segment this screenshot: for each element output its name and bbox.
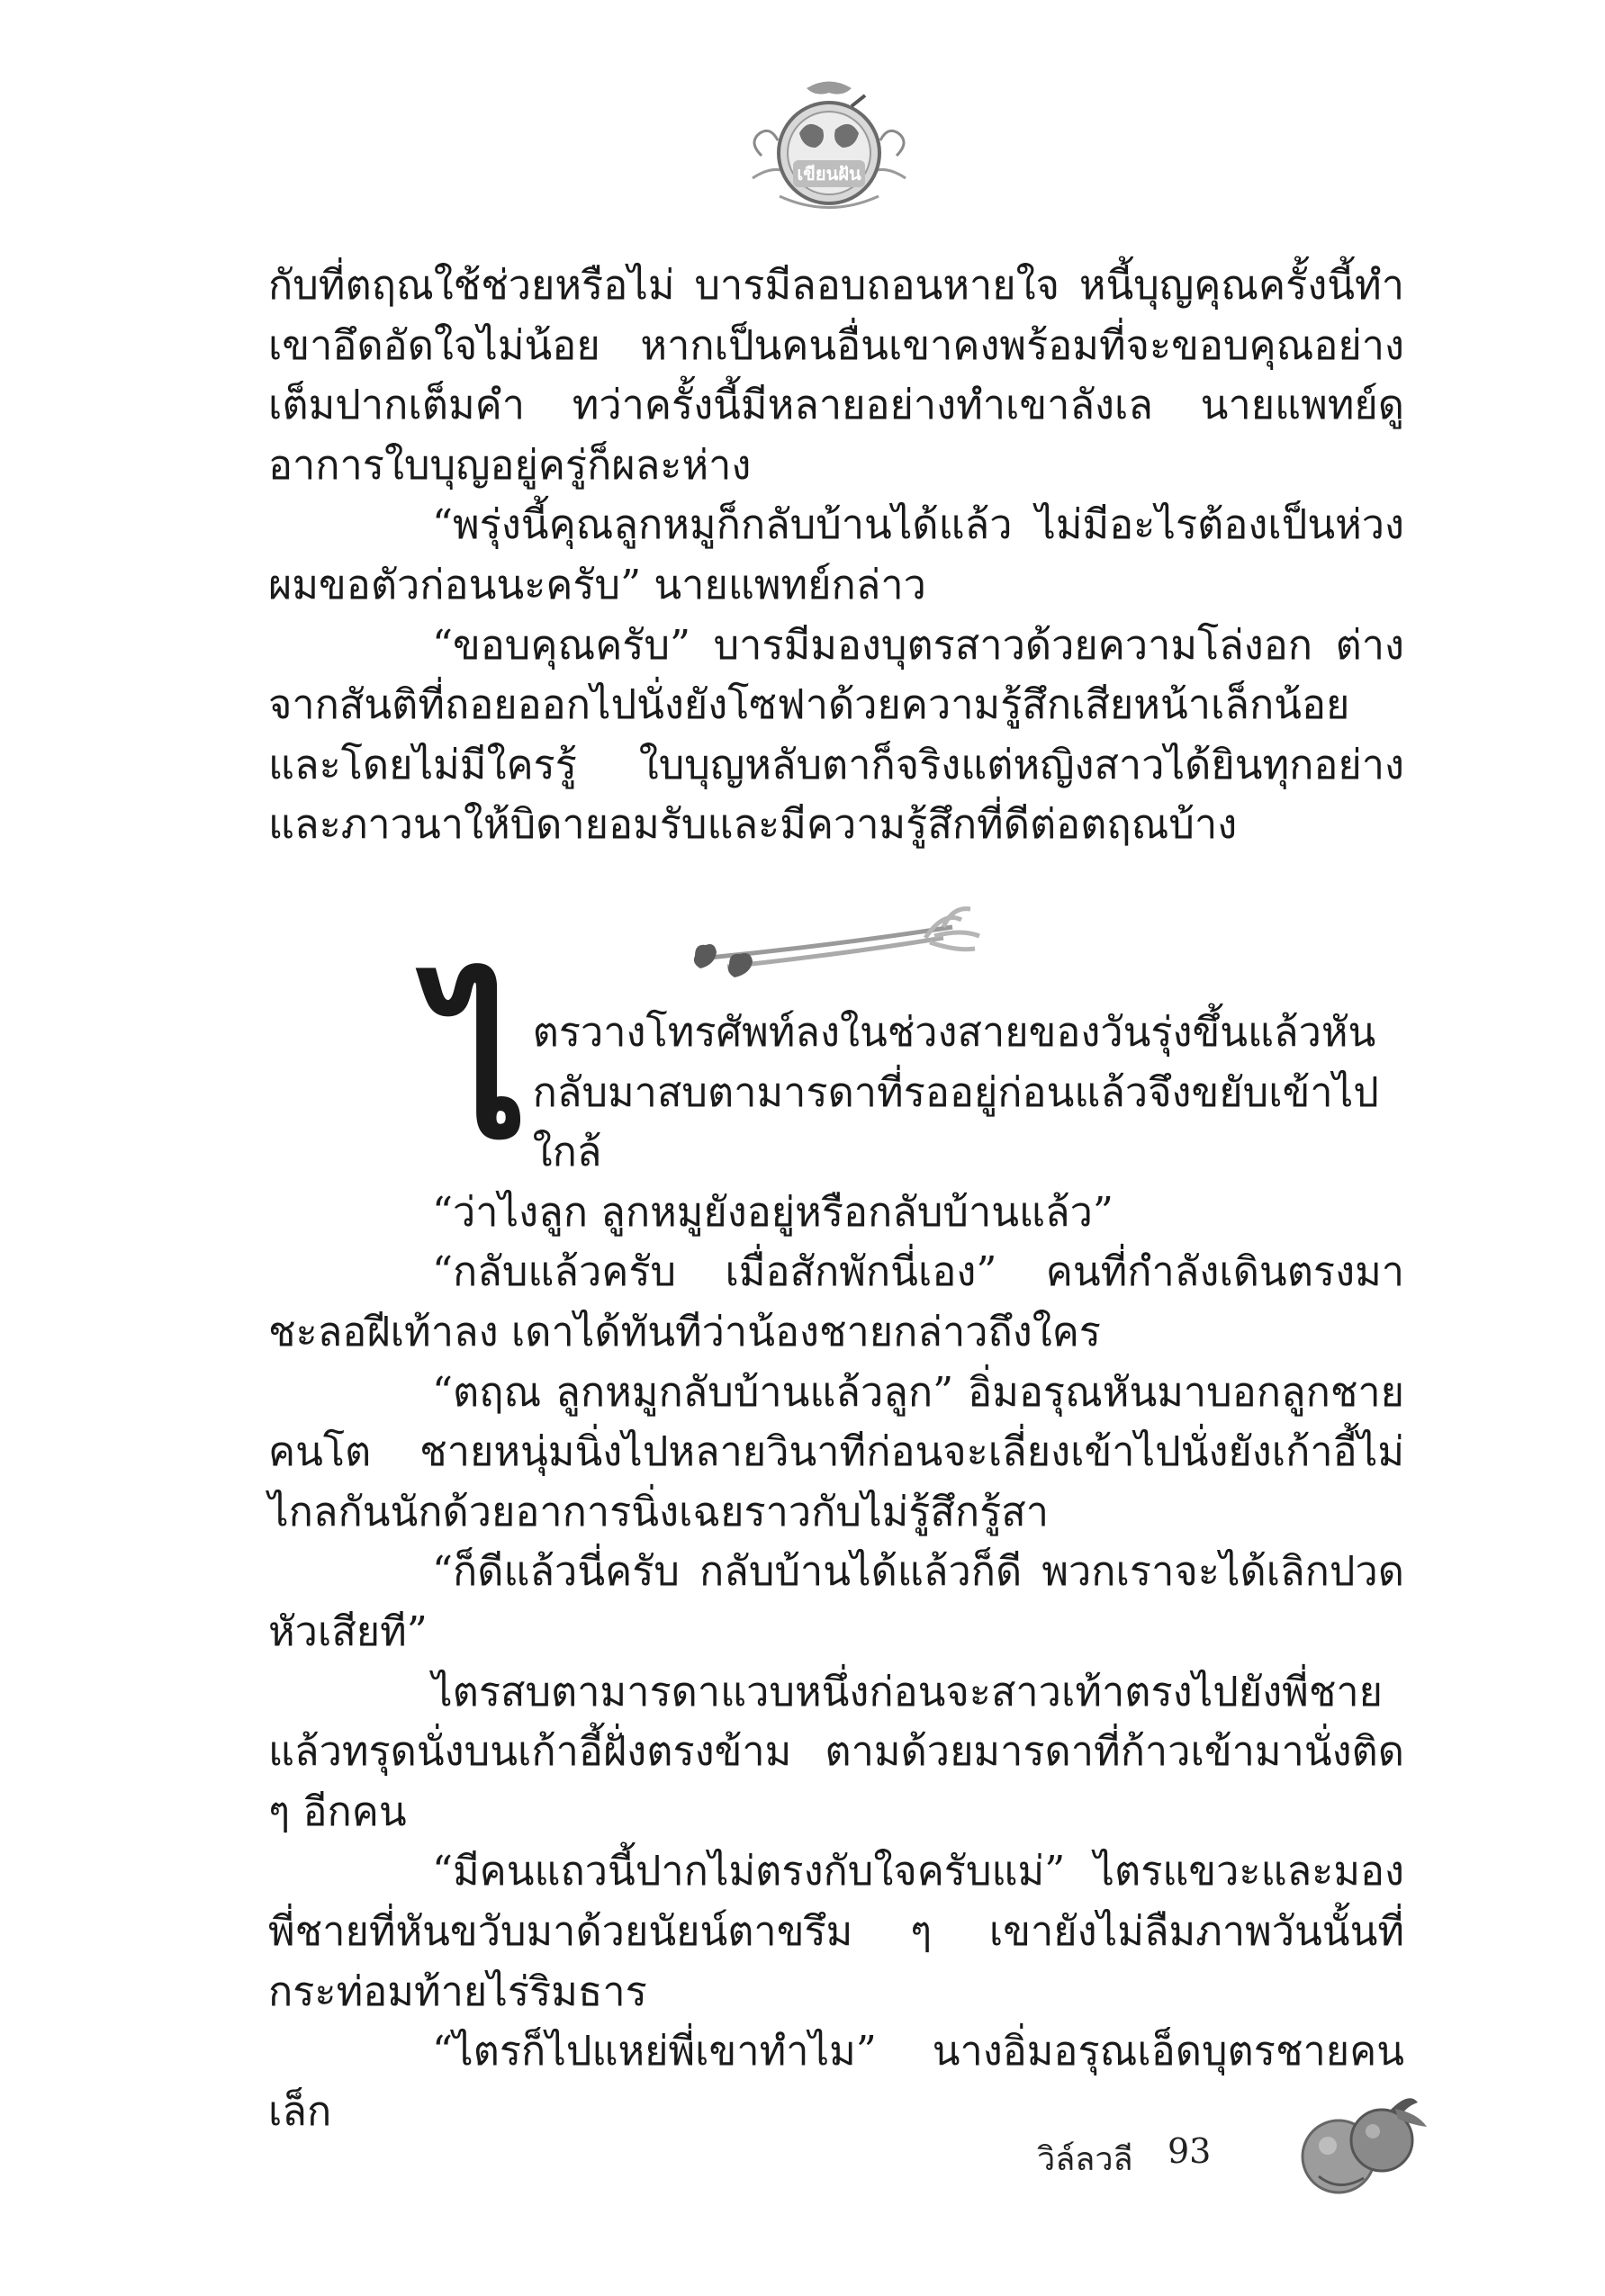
fruit-cluster-icon — [1283, 2086, 1436, 2203]
paragraph-group-1 — [268, 256, 1404, 855]
paragraph-group-2 — [268, 959, 1404, 2141]
twin-heart-flower-divider-icon — [673, 902, 990, 992]
drop-cap: ไ — [432, 959, 527, 1181]
drop-cap-paragraph — [268, 959, 1404, 1183]
drop-cap-text: ตรวางโทรศัพท์ลงในช่วงสายของวันรุ่งขึ้นแล้วหันกลับมาสบตามารดาที่รออยู่ก่อนแล้วจึงขยับเข้าไปใกล้ — [532, 1008, 1379, 1176]
paragraph: “มีคนแถวนี้ปากไม่ตรงกับใจครับแม่” ไตรแขวะและมองพี่ชายที่หันขวับมาด้วยนัยน์ตาขรึม ๆ เขายังไม่ลืมภาพวันนั้นที่กระท่อมท้ายไร่ริมธาร — [268, 1847, 1404, 2015]
paragraph: กับที่ตฤณใช้ช่วยหรือไม่ บารมีลอบถอนหายใจ หนี้บุญคุณครั้งนี้ทำเขาอึดอัดใจไม่น้อย หากเป็นคนอื่นเขาคงพร้อมที่จะขอบคุณอย่างเต็มปากเต็มคำ ทว่าครั้งนี้มีหลายอย่างทำเขาลังเล นายแพทย์ดูอาการใบบุญอยู่ครู่ก็ผละห่าง — [268, 261, 1404, 489]
author-name: วิล์ลวลี — [1037, 2141, 1133, 2178]
paragraph: “กลับแล้วครับ เมื่อสักพักนี่เอง” คนที่กำลังเดินตรงมาชะลอฝีเท้าลง เดาได้ทันทีว่าน้องชายกล่าวถึงใคร — [268, 1247, 1404, 1355]
paragraph: “ตฤณ ลูกหมูกลับบ้านแล้วลูก” อิ่มอรุณหันมาบอกลูกชายคนโต ชายหนุ่มนิ่งไปหลายวินาทีก่อนจะเลี่ยงเข้าไปนั่งยังเก้าอี้ไม่ไกลกันนักด้วยอาการนิ่งเฉยราวกับไม่รู้สึกรู้สา — [268, 1367, 1404, 1535]
paragraph: ไตรสบตามารดาแวบหนึ่งก่อนจะสาวเท้าตรงไปยังพี่ชายแล้วทรุดนั่งบนเก้าอี้ฝั่งตรงข้าม ตามด้วยมารดาที่ก้าวเข้ามานั่งติด ๆ อีกคน — [268, 1667, 1404, 1835]
paragraph: “พรุ่งนี้คุณลูกหมูก็กลับบ้านได้แล้ว ไม่มีอะไรต้องเป็นห่วง ผมขอตัวก่อนนะครับ” นายแพทย์กล่าว — [268, 500, 1404, 608]
ornament-text: เขียนฝัน — [797, 163, 861, 185]
paragraph: “ขอบคุณครับ” บารมีมองบุตรสาวด้วยความโล่งอก ต่างจากสันติที่ถอยออกไปนั่งยังโซฟาด้วยความรู้สึกเสียหน้าเล็กน้อย และโดยไม่มีใครรู้ ใบบุญหลับตาก็จริงแต่หญิงสาวได้ยินทุกอย่างและภาวนาให้บิดายอมรับและมีความรู้สึกที่ดีต่อตฤณบ้าง — [268, 620, 1404, 849]
paragraph: “ไตรก็ไปแหย่พี่เขาทำไม” นางอิ่มอรุณเอ็ดบุตรชายคนเล็ก — [268, 2027, 1404, 2135]
page-number: 93 — [1168, 2131, 1212, 2171]
paragraph: “ว่าไงลูก ลูกหมูยังอยู่หรือกลับบ้านแล้ว” — [432, 1187, 1114, 1236]
paragraph: “ก็ดีแล้วนี่ครับ กลับบ้านได้แล้วก็ดี พวกเราจะได้เลิกปวดหัวเสียที” — [268, 1547, 1404, 1655]
decorative-crest-icon — [744, 70, 915, 223]
